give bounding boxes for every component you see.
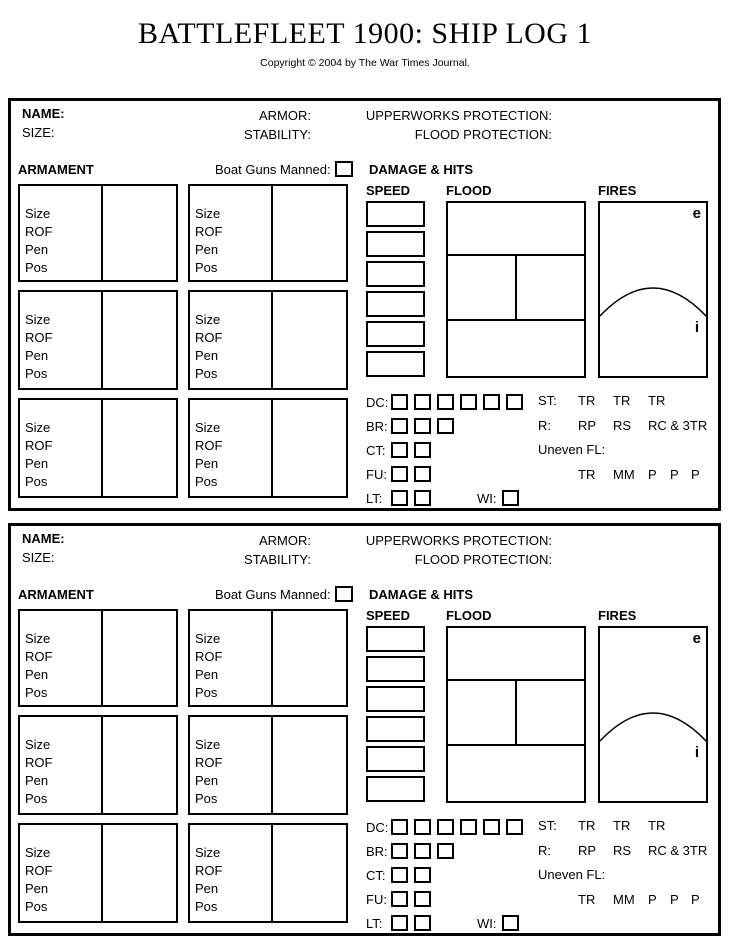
wi-label: WI: — [477, 490, 497, 506]
fires-e-marker: e — [692, 630, 701, 647]
uneven-fl-value: P — [648, 466, 657, 482]
speed-box[interactable] — [366, 321, 425, 347]
gun-pen-label: Pen — [195, 242, 219, 257]
r-value: RS — [613, 417, 632, 433]
gun-box-labels — [190, 292, 273, 388]
hit-row-fu — [366, 466, 523, 482]
flood-cell-bottom[interactable] — [448, 321, 584, 376]
uneven-fl-value: TR — [578, 466, 596, 482]
gun-box-value-cell[interactable] — [103, 611, 176, 705]
dc-checkbox[interactable] — [414, 394, 431, 410]
gun-size-label: Size — [25, 206, 51, 221]
gun-pen-label: Pen — [25, 348, 49, 363]
gun-box-labels — [20, 825, 103, 921]
flood-track — [446, 201, 586, 378]
st-label: ST: — [538, 393, 557, 408]
speed-box[interactable] — [366, 716, 425, 742]
ship-size-label: SIZE: — [22, 125, 55, 140]
br-boxes — [391, 843, 454, 859]
gun-box — [18, 184, 178, 282]
flood-label: FLOOD — [446, 183, 492, 198]
uneven-fl-label: Uneven FL: — [538, 442, 606, 457]
protection-block — [321, 106, 552, 144]
lt-checkbox[interactable] — [414, 490, 431, 506]
flood-protection-label: FLOOD PROTECTION: — [414, 127, 552, 142]
ct-checkbox[interactable] — [391, 442, 408, 458]
r-row — [538, 418, 707, 443]
dc-checkbox[interactable] — [506, 819, 523, 835]
gun-pen-label: Pen — [195, 456, 219, 471]
gun-box-labels — [190, 825, 273, 921]
gun-pen-label: Pen — [25, 881, 49, 896]
dc-label: DC: — [366, 394, 389, 410]
speed-label: SPEED — [366, 183, 411, 198]
gun-size-label: Size — [195, 420, 221, 435]
speed-box[interactable] — [366, 626, 425, 652]
uneven-fl-value: MM — [613, 466, 635, 482]
flood-cell-mid-right[interactable] — [517, 256, 584, 319]
gun-rof-label: ROF — [25, 224, 53, 239]
speed-box[interactable] — [366, 656, 425, 682]
lt-boxes — [391, 490, 431, 506]
gun-pos-label: Pos — [195, 474, 218, 489]
flood-middle-row — [448, 256, 584, 321]
stability-label: STABILITY: — [244, 552, 311, 567]
ship-name-label: NAME: — [22, 106, 65, 121]
st-row — [538, 393, 707, 418]
protection-block — [321, 531, 552, 569]
speed-box[interactable] — [366, 686, 425, 712]
lt-checkbox[interactable] — [391, 490, 408, 506]
hit-row-ct — [366, 867, 523, 883]
gun-size-label: Size — [25, 312, 51, 327]
copyright-line: Copyright © 2004 by The War Times Journal. — [260, 57, 470, 69]
gun-box-value-cell[interactable] — [273, 717, 346, 813]
gun-box-labels — [190, 717, 273, 813]
ship-name-label: NAME: — [22, 531, 65, 546]
flood-cell-top[interactable] — [448, 203, 584, 256]
reference-block — [538, 393, 707, 491]
gun-box-value-cell[interactable] — [273, 400, 346, 496]
gun-box-value-cell[interactable] — [273, 292, 346, 388]
gun-rof-label: ROF — [25, 330, 53, 345]
uneven-fl-values-row — [538, 892, 707, 917]
r-label: R: — [538, 842, 551, 858]
br-checkbox[interactable] — [414, 843, 431, 859]
st-value: TR — [648, 818, 666, 833]
ct-checkbox[interactable] — [414, 442, 431, 458]
br-label: BR: — [366, 418, 388, 434]
hit-row-ct — [366, 442, 523, 458]
dc-boxes — [391, 819, 523, 835]
upperworks-protection-label: UPPERWORKS PROTECTION: — [365, 533, 552, 548]
gun-pos-label: Pos — [25, 366, 48, 381]
br-checkbox[interactable] — [391, 418, 408, 434]
fu-boxes — [391, 466, 431, 482]
hit-row-br — [366, 843, 523, 859]
uneven-fl-value: P — [691, 891, 700, 907]
lt-checkbox[interactable] — [414, 915, 431, 931]
gun-size-label: Size — [195, 737, 221, 752]
hit-row-dc — [366, 819, 523, 835]
flood-cell-top[interactable] — [448, 628, 584, 681]
boat-guns-manned-field — [215, 586, 353, 602]
gun-pos-label: Pos — [25, 474, 48, 489]
flood-cell-mid-left[interactable] — [448, 681, 517, 744]
gun-size-label: Size — [25, 845, 51, 860]
flood-cell-mid-left[interactable] — [448, 256, 517, 319]
gun-box-labels — [190, 186, 273, 280]
fires-i-marker: i — [694, 744, 699, 761]
gun-box — [188, 823, 348, 923]
dc-checkbox[interactable] — [483, 819, 500, 835]
speed-label: SPEED — [366, 608, 411, 623]
st-label: ST: — [538, 818, 557, 833]
gun-box — [18, 609, 178, 707]
flood-track — [446, 626, 586, 803]
gun-pen-label: Pen — [25, 456, 49, 471]
hit-row-dc — [366, 394, 523, 410]
speed-box[interactable] — [366, 261, 425, 287]
gun-pos-label: Pos — [25, 791, 48, 806]
dc-checkbox[interactable] — [437, 819, 454, 835]
gun-box — [188, 290, 348, 390]
flood-cell-bottom[interactable] — [448, 746, 584, 801]
boat-guns-manned-label: Boat Guns Manned: — [215, 586, 331, 602]
speed-box[interactable] — [366, 776, 425, 802]
gun-box-value-cell[interactable] — [103, 292, 176, 388]
gun-size-label: Size — [25, 420, 51, 435]
st-row — [538, 818, 707, 843]
gun-pen-label: Pen — [25, 242, 49, 257]
uneven-fl-row — [538, 867, 707, 892]
gun-pen-label: Pen — [195, 881, 219, 896]
dc-checkbox[interactable] — [391, 394, 408, 410]
stability-label: STABILITY: — [244, 127, 311, 142]
uneven-fl-values-row — [538, 467, 707, 492]
speed-box[interactable] — [366, 746, 425, 772]
speed-box[interactable] — [366, 291, 425, 317]
speed-track — [366, 626, 425, 802]
hit-row-fu — [366, 891, 523, 907]
hit-checkbox-rows — [366, 819, 523, 939]
gun-pen-label: Pen — [25, 667, 49, 682]
damage-hits-heading: DAMAGE & HITS — [369, 162, 473, 177]
uneven-fl-value: TR — [578, 891, 596, 907]
ship-size-label: SIZE: — [22, 550, 55, 565]
gun-rof-label: ROF — [195, 224, 223, 239]
lt-label: LT: — [366, 915, 383, 931]
speed-box[interactable] — [366, 351, 425, 377]
st-value: TR — [648, 393, 666, 408]
damage-hits-heading: DAMAGE & HITS — [369, 587, 473, 602]
uneven-fl-value: P — [670, 891, 679, 907]
ct-boxes — [391, 442, 431, 458]
dc-checkbox[interactable] — [437, 394, 454, 410]
fu-checkbox[interactable] — [391, 466, 408, 482]
uneven-fl-value: P — [670, 466, 679, 482]
fires-arc-curve — [600, 203, 706, 376]
r-label: R: — [538, 417, 551, 433]
fires-label: FIRES — [598, 183, 637, 198]
fu-label: FU: — [366, 466, 387, 482]
speed-track — [366, 201, 425, 377]
dc-boxes — [391, 394, 523, 410]
flood-protection-label: FLOOD PROTECTION: — [414, 552, 552, 567]
reference-block — [538, 818, 707, 916]
hit-row-br — [366, 418, 523, 434]
r-value: RC & 3TR — [648, 842, 708, 858]
fu-checkbox[interactable] — [391, 891, 408, 907]
gun-rof-label: ROF — [25, 755, 53, 770]
gun-rof-label: ROF — [195, 755, 223, 770]
gun-rof-label: ROF — [25, 649, 53, 664]
gun-box-labels — [190, 400, 273, 496]
hit-row-lt — [366, 915, 523, 931]
ct-checkbox[interactable] — [391, 867, 408, 883]
gun-rof-label: ROF — [195, 438, 223, 453]
lt-label: LT: — [366, 490, 383, 506]
fu-checkbox[interactable] — [414, 466, 431, 482]
hit-row-lt — [366, 490, 523, 506]
gun-pos-label: Pos — [195, 685, 218, 700]
uneven-fl-value: P — [648, 891, 657, 907]
ct-boxes — [391, 867, 431, 883]
dc-checkbox[interactable] — [391, 819, 408, 835]
br-label: BR: — [366, 843, 388, 859]
gun-size-label: Size — [195, 206, 221, 221]
gun-box — [18, 290, 178, 390]
fires-i-marker: i — [694, 319, 699, 336]
br-boxes — [391, 418, 454, 434]
br-checkbox[interactable] — [437, 843, 454, 859]
armor-label: ARMOR: — [259, 533, 311, 548]
gun-size-label: Size — [25, 737, 51, 752]
armor-stability-block — [151, 106, 311, 144]
gun-pen-label: Pen — [25, 773, 49, 788]
gun-box-labels — [20, 611, 103, 705]
flood-middle-row — [448, 681, 584, 746]
armor-label: ARMOR: — [259, 108, 311, 123]
gun-size-label: Size — [195, 631, 221, 646]
gun-box-labels — [20, 717, 103, 813]
ct-checkbox[interactable] — [414, 867, 431, 883]
gun-box — [188, 184, 348, 282]
r-row — [538, 843, 707, 868]
gun-box — [188, 398, 348, 498]
gun-rof-label: ROF — [25, 438, 53, 453]
wi-label: WI: — [477, 915, 497, 931]
st-value: TR — [613, 393, 631, 408]
armament-heading: ARMAMENT — [18, 162, 94, 177]
gun-box-value-cell[interactable] — [273, 611, 346, 705]
ct-label: CT: — [366, 867, 386, 883]
gun-box-labels — [20, 400, 103, 496]
gun-box — [188, 609, 348, 707]
hit-checkbox-rows — [366, 394, 523, 514]
gun-box-labels — [20, 186, 103, 280]
uneven-fl-label: Uneven FL: — [538, 867, 606, 882]
lt-boxes — [391, 915, 431, 931]
dc-checkbox[interactable] — [460, 819, 477, 835]
uneven-fl-value: P — [691, 466, 700, 482]
dc-checkbox[interactable] — [506, 394, 523, 410]
ship-log-panel — [8, 523, 721, 936]
gun-size-label: Size — [25, 631, 51, 646]
fires-track[interactable] — [598, 626, 708, 803]
speed-box[interactable] — [366, 231, 425, 257]
gun-pen-label: Pen — [195, 667, 219, 682]
gun-box — [18, 715, 178, 815]
dc-checkbox[interactable] — [460, 394, 477, 410]
gun-box — [188, 715, 348, 815]
r-value: RP — [578, 842, 597, 858]
gun-box-labels — [20, 292, 103, 388]
boat-guns-manned-field — [215, 161, 353, 177]
upperworks-protection-label: UPPERWORKS PROTECTION: — [365, 108, 552, 123]
gun-box-value-cell[interactable] — [103, 825, 176, 921]
gun-rof-label: ROF — [195, 330, 223, 345]
armament-gun-grid — [18, 184, 348, 498]
fu-boxes — [391, 891, 431, 907]
gun-box — [18, 398, 178, 498]
br-checkbox[interactable] — [414, 418, 431, 434]
br-checkbox[interactable] — [391, 843, 408, 859]
page-title: BATTLEFLEET 1900: SHIP LOG 1 — [138, 17, 592, 50]
fires-label: FIRES — [598, 608, 637, 623]
gun-pos-label: Pos — [25, 899, 48, 914]
gun-rof-label: ROF — [195, 649, 223, 664]
gun-box — [18, 823, 178, 923]
flood-cell-mid-right[interactable] — [517, 681, 584, 744]
gun-pos-label: Pos — [195, 899, 218, 914]
gun-box-value-cell[interactable] — [103, 400, 176, 496]
gun-size-label: Size — [195, 845, 221, 860]
armament-gun-grid — [18, 609, 348, 923]
boat-guns-manned-checkbox[interactable] — [335, 586, 353, 602]
fires-track[interactable] — [598, 201, 708, 378]
gun-rof-label: ROF — [25, 863, 53, 878]
flood-label: FLOOD — [446, 608, 492, 623]
ship-log-panel — [8, 98, 721, 511]
br-checkbox[interactable] — [437, 418, 454, 434]
boat-guns-manned-label: Boat Guns Manned: — [215, 161, 331, 177]
dc-checkbox[interactable] — [483, 394, 500, 410]
gun-pos-label: Pos — [195, 260, 218, 275]
uneven-fl-value: MM — [613, 891, 635, 907]
fires-e-marker: e — [692, 205, 701, 222]
gun-pos-label: Pos — [25, 260, 48, 275]
gun-box-labels — [190, 611, 273, 705]
gun-box-value-cell[interactable] — [103, 186, 176, 280]
lt-checkbox[interactable] — [391, 915, 408, 931]
gun-pen-label: Pen — [195, 348, 219, 363]
armor-stability-block — [151, 531, 311, 569]
st-value: TR — [578, 818, 596, 833]
gun-rof-label: ROF — [195, 863, 223, 878]
r-value: RC & 3TR — [648, 417, 708, 433]
gun-box-value-cell[interactable] — [103, 717, 176, 813]
r-value: RP — [578, 417, 597, 433]
gun-size-label: Size — [195, 312, 221, 327]
wi-checkbox[interactable] — [502, 915, 519, 931]
dc-checkbox[interactable] — [414, 819, 431, 835]
fires-arc-curve — [600, 628, 706, 801]
gun-pos-label: Pos — [195, 791, 218, 806]
st-value: TR — [578, 393, 596, 408]
gun-box-value-cell[interactable] — [273, 186, 346, 280]
uneven-fl-row — [538, 442, 707, 467]
r-value: RS — [613, 842, 632, 858]
speed-box[interactable] — [366, 201, 425, 227]
fu-label: FU: — [366, 891, 387, 907]
armament-heading: ARMAMENT — [18, 587, 94, 602]
gun-pen-label: Pen — [195, 773, 219, 788]
st-value: TR — [613, 818, 631, 833]
gun-box-value-cell[interactable] — [273, 825, 346, 921]
gun-pos-label: Pos — [25, 685, 48, 700]
boat-guns-manned-checkbox[interactable] — [335, 161, 353, 177]
fu-checkbox[interactable] — [414, 891, 431, 907]
gun-pos-label: Pos — [195, 366, 218, 381]
ct-label: CT: — [366, 442, 386, 458]
wi-checkbox[interactable] — [502, 490, 519, 506]
dc-label: DC: — [366, 819, 389, 835]
